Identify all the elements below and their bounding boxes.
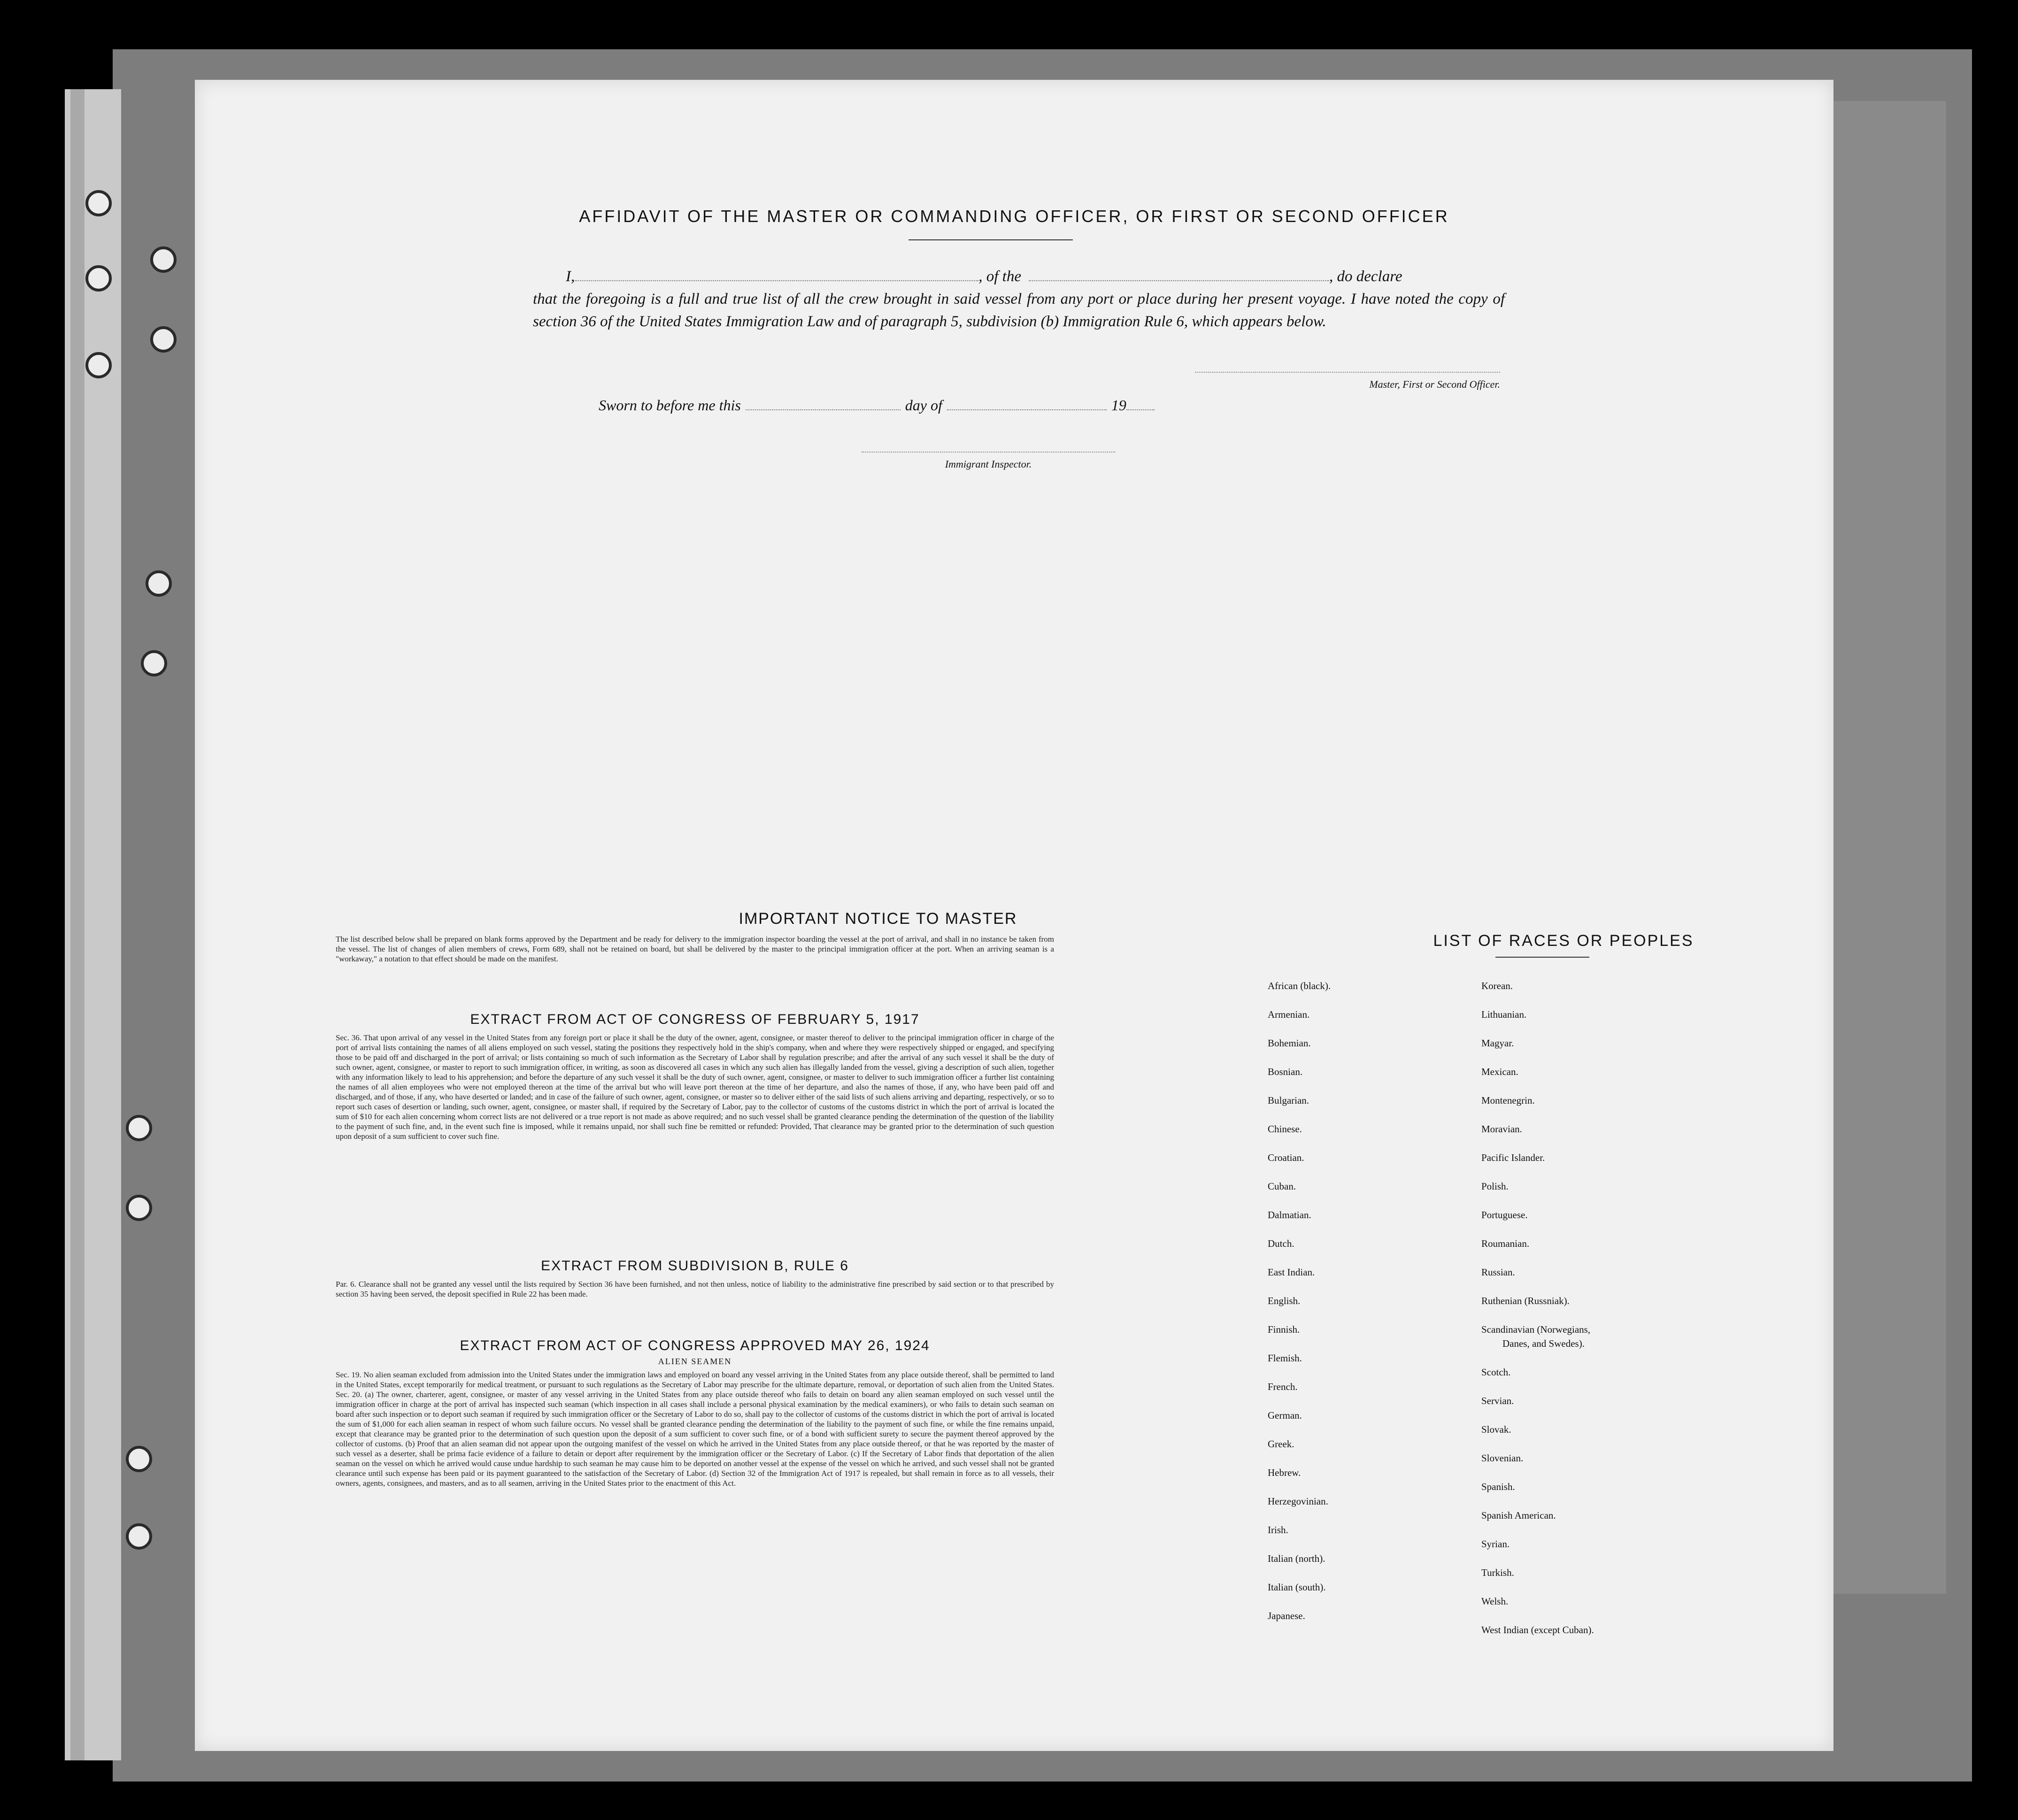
- race-item: West Indian (except Cuban).: [1481, 1624, 1594, 1636]
- binder-hole: [85, 190, 112, 216]
- binder-hole: [85, 265, 112, 292]
- race-item: Slovenian.: [1481, 1452, 1524, 1464]
- race-item: Ruthenian (Russniak).: [1481, 1295, 1570, 1306]
- extract-1924-text: Sec. 19. No alien seaman excluded from admission into the United States under the immigration laws and employed on board any vessel arriving in the United States from any place outside thereof, shall be permitted to land in the United States, except temporarily for medical treatment, or pursuant to such regulations as the Secretary of Labor may prescribe for the ultimate departure, removal, or deportation of such alien from the United States. Sec. 20. (a) The owner, charterer, agent, consignee, or master of any vessel arriving in the United States from any place outside thereof who fails to detain on board any alien seaman employed on such vessel until the immigration officer in charge at the port of arrival has inspected such seaman (which inspection in all cases shall include a personal physical examination by the medical examiners), or who fails to detain such seaman on board after such inspection or to deport such seaman if required by such immigration officer or the Secretary of Labor to do so, shall pay to the collector of customs of the customs district in which the port of arrival is located the sum of $1,000 for each alien seaman in respect of whom such failure occurs. No vessel shall be granted clearance pending the determination of the liability to the payment of such fine, or while the fine remains unpaid, except that clearance may be granted prior to the determination of such question upon the deposit of a sum sufficient to cover such fine, or of a bond with sufficient surety to secure the payment thereof approved by the collector of customs. (b) Proof that an alien seaman did not appear upon the outgoing manifest of the vessel on which he arrived in the United States from any place outside thereof, or that he was reported by the master of such vessel as a deserter, shall be prima facie evidence of a failure to detain or deport after requirement by the immigration officer or the Secretary of Labor. (c) If the Secretary of Labor finds that deportation of the alien seaman on the vessel on which he arrived would cause undue hardship to such seaman he may cause him to be deported on another vessel at the expense of the vessel on which he arrived, and such vessel shall not be granted clearance until such expense has been paid or its payment guaranteed to the satisfaction of the Secretary of Labor. (d) Section 32 of the Immigration Act of 1917 is repealed, but shall remain in force as to all vessels, their owners, agents, consignees, and masters, and as to all seamen, arriving in the United States prior to the enactment of this Act.: [336, 1370, 1054, 1488]
- master-caption: Master, First or Second Officer.: [1369, 378, 1500, 390]
- binder-hole: [150, 246, 177, 273]
- master-signature-line[interactable]: [1195, 372, 1500, 373]
- page-fold-right: [1833, 101, 1946, 1594]
- race-item: Flemish.: [1268, 1352, 1302, 1364]
- binder-hole: [150, 326, 177, 353]
- race-item: Pacific Islander.: [1481, 1152, 1545, 1163]
- race-item: Spanish.: [1481, 1481, 1515, 1492]
- manifest-page: [195, 80, 1833, 1751]
- race-item: Dalmatian.: [1268, 1209, 1311, 1221]
- race-item: Mexican.: [1481, 1066, 1518, 1077]
- inspector-caption: Immigrant Inspector.: [945, 458, 1032, 470]
- race-item: Russian.: [1481, 1267, 1515, 1278]
- race-item: Magyar.: [1481, 1037, 1514, 1049]
- binder-hole: [85, 352, 112, 378]
- race-item: East Indian.: [1268, 1267, 1315, 1278]
- race-item: Armenian.: [1268, 1009, 1310, 1020]
- race-item: Japanese.: [1268, 1610, 1305, 1621]
- race-item: Irish.: [1268, 1524, 1288, 1536]
- notice-title: IMPORTANT NOTICE TO MASTER: [739, 910, 1017, 928]
- binder-hole: [126, 1523, 152, 1550]
- day-blank[interactable]: [746, 397, 901, 410]
- race-item: Cuban.: [1268, 1181, 1296, 1192]
- day-of-text: day of: [905, 397, 942, 414]
- race-item: Syrian.: [1481, 1538, 1510, 1550]
- race-item: Portuguese.: [1481, 1209, 1528, 1221]
- extract-1917-text: Sec. 36. That upon arrival of any vessel in the United States from any foreign port or place it shall be the duty of the owner, agent, consignee, or master thereof to deliver to the principal immigration officer in charge of the port of arrival lists containing the names of all aliens employed on such vessel, stating the positions they respectively hold in the ship's company, when and where they were respectively shipped or engaged, and specifying those to be paid off and discharged in the port of arrival; or lists containing so much of such information as the Secretary of Labor shall by regulation prescribe; and after the arrival of any such vessel it shall be the duty of such owner, agent, consignee, or master to report to such immigration officer, in writing, as soon as discovered all cases in which any such alien has illegally landed from the vessel, giving a description of such alien, together with any information likely to lead to his apprehension; and before the departure of any such vessel it shall be the duty of such owner, agent, consignee, or master to deliver to such immigration officer a further list containing the names of all alien employees who were not employed thereon at the time of the arrival but who will leave port thereon at the time of her departure, and also the names of those, if any, who have been paid off and discharged, and of those, if any, who have deserted or landed; and in case of the failure of such owner, agent, consignee, or master so to deliver either of the said lists of such aliens arriving and departing, respectively, or so to report such cases of desertion or landing, such owner, agent, consignee, or master shall, if required by the Secretary of Labor, pay to the collector of customs of the customs district in which the port of arrival is located the sum of $10 for each alien concerning whom correct lists are not delivered or a true report is not made as above required; and no such vessel shall be granted clearance pending the determination of the question of the liability to the payment of such fine, and, in the event such fine is imposed, while it remains unpaid, nor shall such fine be remitted or refunded: Provided, That clearance may be granted prior to the determination of such question upon deposit of a sum sufficient to cover such fine.: [336, 1033, 1054, 1141]
- race-item: Chinese.: [1268, 1123, 1302, 1135]
- race-item: Roumanian.: [1481, 1238, 1530, 1249]
- race-item: Bosnian.: [1268, 1066, 1303, 1077]
- race-item: Finnish.: [1268, 1324, 1300, 1335]
- race-item: Dutch.: [1268, 1238, 1294, 1249]
- extract-1924-subtitle: ALIEN SEAMEN: [658, 1357, 732, 1366]
- binder-hole: [146, 570, 172, 597]
- notice-text: The list described below shall be prepared on blank forms approved by the Department and be ready for delivery to the immigration inspector boarding the vessel at the port of arrival, and shall in no instance be taken from the vessel. The list of changes of alien members of crews, Form 689, shall not be retained on board, but shall be delivered by the master to the principal immigration officer at the port. When an arriving seaman is a "workaway," a notation to that effect should be made on the manifest.: [336, 935, 1054, 963]
- race-item: English.: [1268, 1295, 1301, 1306]
- races-column-2: [1481, 972, 1594, 1644]
- race-item: Servian.: [1481, 1395, 1514, 1406]
- race-item: Italian (south).: [1268, 1582, 1326, 1593]
- inspector-signature-line[interactable]: [862, 452, 1115, 453]
- declare-text: , do declare: [1329, 268, 1402, 285]
- affidavit-i: I,: [566, 268, 575, 285]
- binder-hole: [141, 650, 167, 676]
- binder-strip-edge: [70, 89, 85, 1760]
- sworn-line: [599, 397, 1155, 414]
- sworn-text: Sworn to before me this: [599, 397, 741, 414]
- vessel-blank[interactable]: [1029, 268, 1329, 281]
- binder-hole: [126, 1115, 152, 1141]
- extract-1917-title: EXTRACT FROM ACT OF CONGRESS OF FEBRUARY 5, 1917: [470, 1012, 920, 1027]
- year-blank[interactable]: [1126, 397, 1155, 410]
- binder-hole: [126, 1195, 152, 1221]
- binder-hole: [126, 1446, 152, 1472]
- race-item: Herzegovinian.: [1268, 1496, 1328, 1507]
- races-title-rule: [1495, 957, 1589, 958]
- extract-1924-title: EXTRACT FROM ACT OF CONGRESS APPROVED MAY 26, 1924: [460, 1338, 930, 1353]
- race-item: African (black).: [1268, 980, 1331, 991]
- race-item: Slovak.: [1481, 1424, 1511, 1435]
- race-item: Hebrew.: [1268, 1467, 1301, 1478]
- race-item: Korean.: [1481, 980, 1513, 991]
- race-item: Greek.: [1268, 1438, 1294, 1450]
- race-item: Spanish American.: [1481, 1510, 1556, 1521]
- race-item: Bohemian.: [1268, 1037, 1311, 1049]
- race-item: Italian (north).: [1268, 1553, 1325, 1564]
- race-item: Welsh.: [1481, 1596, 1509, 1607]
- of-the-text: , of the: [978, 268, 1021, 285]
- race-item: Scotch.: [1481, 1367, 1511, 1378]
- race-item: German.: [1268, 1410, 1302, 1421]
- race-item: Montenegrin.: [1481, 1095, 1535, 1106]
- race-item: Turkish.: [1481, 1567, 1514, 1578]
- extract-rule6-text: Par. 6. Clearance shall not be granted any vessel until the lists required by Section 36 have been furnished, and not then unless, notice of liability to the administrative fine prescribed by said section or to that prescribed by section 35 having been served, the deposit specified in Rule 22 has been made.: [336, 1280, 1054, 1298]
- race-item: Polish.: [1481, 1181, 1509, 1192]
- name-blank[interactable]: [575, 268, 978, 281]
- title-rule: [909, 239, 1073, 240]
- race-item: Danes, and Swedes).: [1502, 1338, 1585, 1349]
- affidavit-statement: that the foregoing is a full and true list of all the crew brought in said vessel from any port or place during her present voyage. I have noted the copy of section 36 of the United States Immigration Law and of paragraph 5, subdivision (b) Immigration Rule 6, which appears below.: [533, 291, 1505, 330]
- month-blank[interactable]: [947, 397, 1107, 410]
- extract-rule6-title: EXTRACT FROM SUBDIVISION B, RULE 6: [541, 1258, 849, 1274]
- affidavit-title: AFFIDAVIT OF THE MASTER OR COMMANDING OFFICER, OR FIRST OR SECOND OFFICER: [579, 207, 1449, 226]
- race-item: Bulgarian.: [1268, 1095, 1309, 1106]
- race-item: Croatian.: [1268, 1152, 1304, 1163]
- race-item: Moravian.: [1481, 1123, 1522, 1135]
- race-item: Lithuanian.: [1481, 1009, 1527, 1020]
- races-column-1: [1268, 972, 1331, 1630]
- race-item: French.: [1268, 1381, 1298, 1392]
- year-text: 19: [1111, 397, 1126, 414]
- race-item: Scandinavian (Norwegians,: [1481, 1324, 1591, 1335]
- races-title: LIST OF RACES OR PEOPLES: [1433, 932, 1694, 950]
- affidavit-body: [533, 265, 1505, 333]
